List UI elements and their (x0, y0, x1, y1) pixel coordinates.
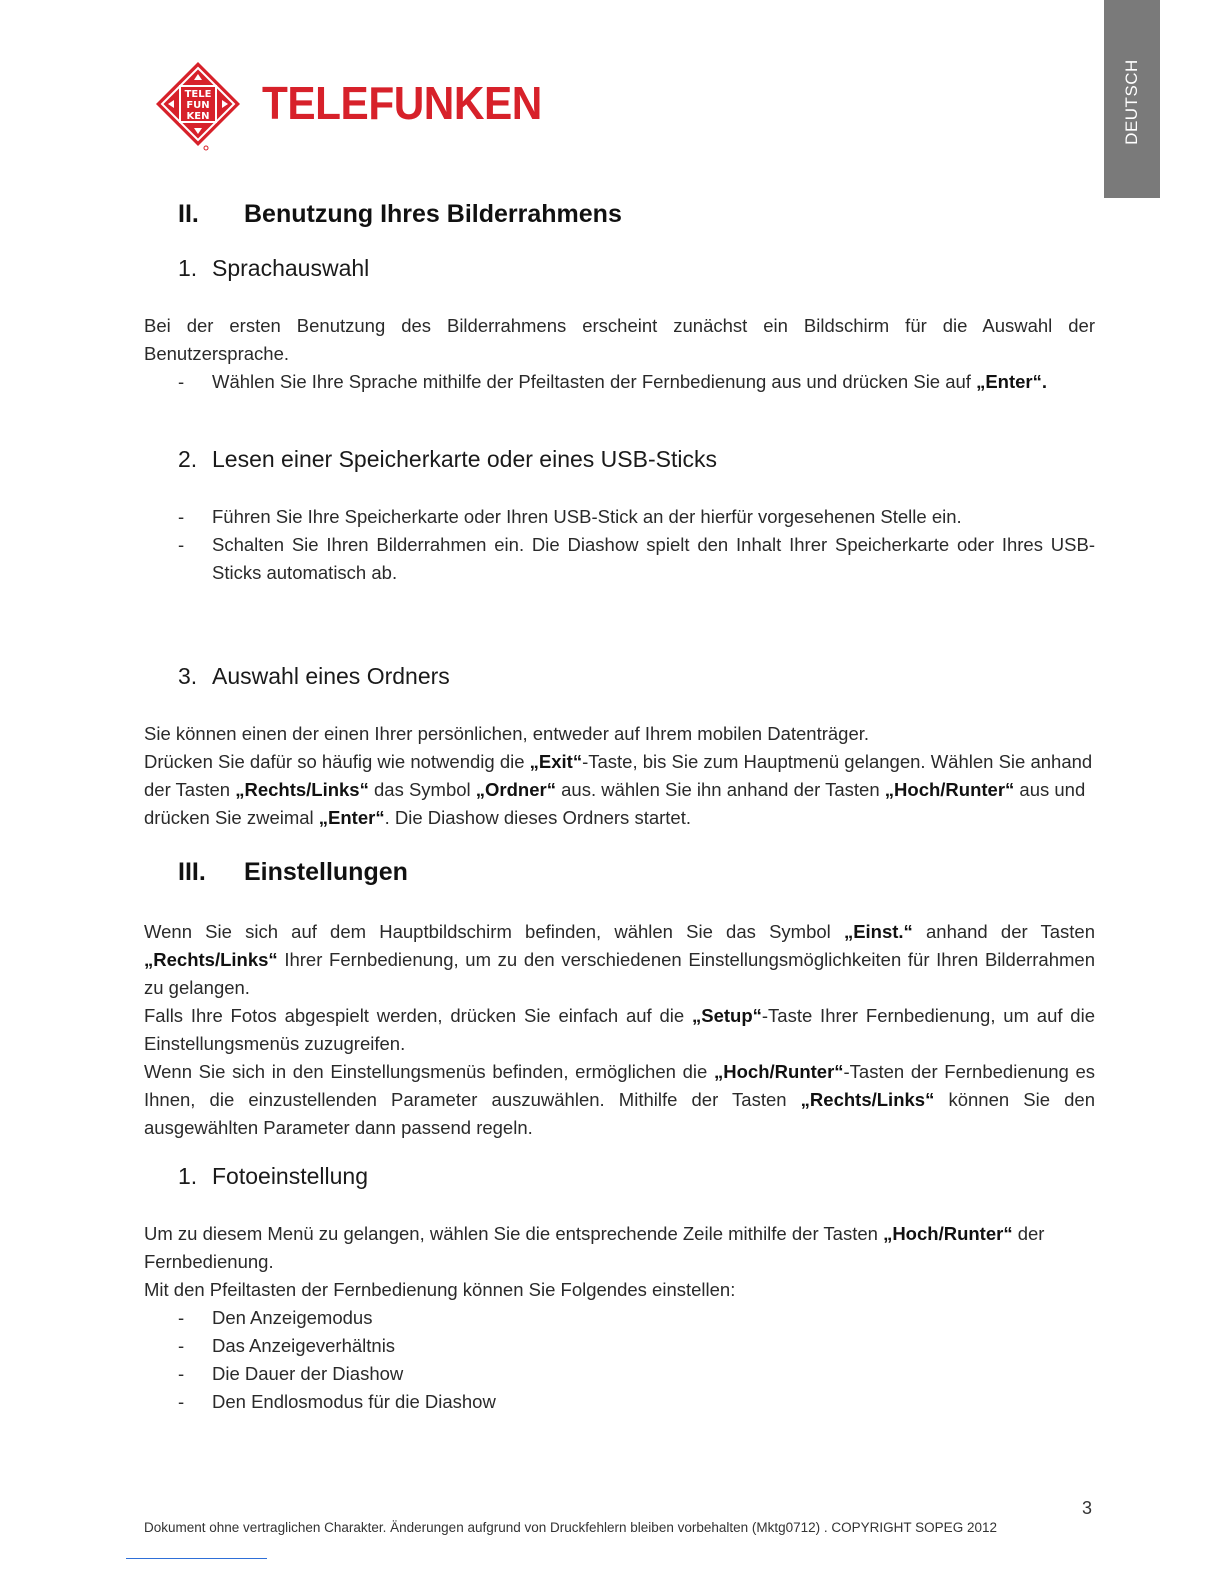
subheading-ordner: 3. Auswahl eines Ordners (178, 663, 450, 689)
logo-wordmark: TELEFUNKEN (262, 77, 542, 129)
paragraph-fotoeinstellung: Um zu diesem Menü zu gelangen, wählen Sie die entsprechende Zeile mithilfe der Tasten „Hoch/Runter“ der Fernbedienung. Mit den Pfeiltasten der Fernbedienung können Sie Folgendes einstellen: (144, 1223, 1045, 1300)
list-item: - Wählen Sie Ihre Sprache mithilfe der Pfeiltasten der Fernbedienung aus und drücken Sie auf „Enter“. (178, 371, 1048, 392)
paragraph-sprachauswahl: Bei der ersten Benutzung des Bilderrahmens erscheint zunächst ein Bildschirm für die Auswahl der Benutzersprache. (144, 315, 1095, 364)
language-tab (1104, 0, 1160, 198)
bullet-list-sprache (178, 368, 1095, 396)
svg-text:TELE: TELE (184, 89, 212, 100)
subheading-sprachauswahl: 1. Sprachauswahl (178, 255, 370, 281)
list-item: - Den Endlosmodus für die Diashow (178, 1391, 496, 1412)
section-heading-iii: III. Einstellungen (178, 858, 408, 886)
list-item: - Den Anzeigemodus (178, 1307, 373, 1328)
page-number: 3 (1082, 1498, 1093, 1518)
telefunken-emblem-icon (150, 58, 246, 152)
footer-rule (126, 1558, 267, 1559)
bullet-list-speicherkarte (178, 503, 1095, 587)
footer-disclaimer: Dokument ohne vertraglichen Charakter. Änderungen aufgrund von Druckfehlern bleiben vorbehalten (Mktg0712) . COPYRIGHT SOPEG 2012 (144, 1520, 997, 1535)
subheading-speicherkarte: 2. Lesen einer Speicherkarte oder eines USB-Sticks (178, 446, 717, 472)
svg-text:FUN: FUN (186, 100, 210, 111)
paragraph-ordner: Sie können einen der einen Ihrer persönlichen, entweder auf Ihrem mobilen Datenträger. Drücken Sie dafür so häufig wie notwendig die „Exit“-Taste, bis Sie zum Hauptmenü gelangen. Wählen Sie anhand der Tasten „Rechts/Links“ das Symbol „Ordner“ aus. wählen Sie ihn anhand der Tasten „Hoch/Runter“ aus und drücken Sie zweimal „Enter“. Die Diashow dieses Ordners startet. (144, 723, 1093, 828)
subheading-fotoeinstellung: 1. Fotoeinstellung (178, 1163, 368, 1189)
section-heading-ii: II. Benutzung Ihres Bilderrahmens (178, 200, 622, 228)
paragraph-einstellungen: Wenn Sie sich auf dem Hauptbildschirm befinden, wählen Sie das Symbol „Einst.“ anhand der Tasten „Rechts/Links“ Ihrer Fernbedienung, um zu den verschiedenen Einstellungsmöglichkeiten für Ihren Bilderrahmen zu gelangen. Falls Ihre Fotos abgespielt werden, drücken Sie einfach auf die „Setup“-Taste Ihrer Fernbedienung, um auf die Einstellungsmenüs zuzugreifen. Wenn Sie sich in den Einstellungsmenüs befinden, ermöglichen die „Hoch/Runter“-Tasten der Fernbedienung es Ihnen, die einzustellenden Parameter auszuwählen. Mithilfe der Tasten „Rechts/Links“ können Sie den ausgewählten Parameter dann passend regeln. (144, 921, 1095, 1138)
telefunken-logo (150, 58, 542, 152)
language-tab-label: DEUTSCH (1122, 59, 1141, 145)
list-item: - Führen Sie Ihre Speicherkarte oder Ihren USB-Stick an der hierfür vorgesehenen Stelle ein. (178, 506, 962, 527)
list-item: - Schalten Sie Ihren Bilderrahmen ein. Die Diashow spielt den Inhalt Ihrer Speicherkarte oder Ihres USB-Sticks automatisch ab. (178, 534, 1095, 583)
svg-text:KEN: KEN (186, 111, 210, 122)
list-item: - Die Dauer der Diashow (178, 1363, 404, 1384)
list-item: - Das Anzeigeverhältnis (178, 1335, 396, 1356)
bullet-list-fotoeinstellung (178, 1304, 1095, 1416)
